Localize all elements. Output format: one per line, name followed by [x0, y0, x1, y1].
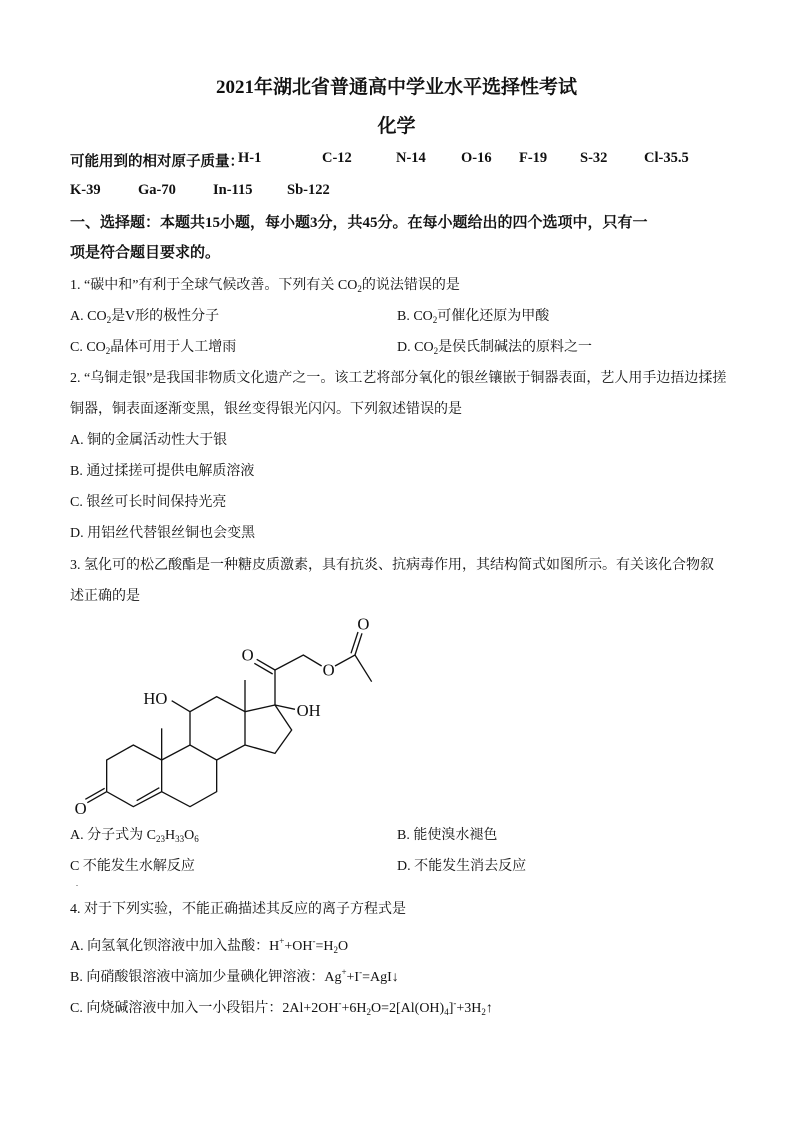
section-heading: 一、选择题：本题共15小题，每小题3分，共45分。在每小题给出的四个选项中，只有一 [70, 215, 648, 231]
text: +3H [456, 1001, 482, 1016]
question-2-stem-cont: 铜器，铜表面逐渐变黑，银丝变得银光闪闪。下列叙述错误的是 [70, 402, 462, 417]
text: +OH [284, 939, 313, 954]
mass-item: N-14 [396, 150, 426, 166]
subscript: 2 [432, 315, 438, 325]
structural-formula [70, 610, 390, 820]
mass-item: H-1 [238, 150, 262, 166]
text: =H [315, 939, 334, 954]
atom-label-o: O [241, 645, 254, 665]
question-3-stem-cont: 述正确的是 [70, 589, 140, 604]
subscript: 2 [106, 315, 112, 325]
stray-dot: . [76, 879, 78, 888]
q2-option-a: A. 铜的金属活动性大于银 [70, 433, 228, 448]
atom-label-ho: HO [143, 689, 168, 708]
atomic-masses-label: 可能用到的相对原子质量： [70, 154, 244, 170]
text: C. CO [70, 340, 106, 355]
q3-option-a [70, 827, 199, 848]
text: O [337, 939, 349, 954]
subscript: 2 [333, 945, 338, 955]
q3-option-b: B. 能使溴水褪色 [397, 828, 498, 843]
text: 1. “碳中和”有利于全球气候改善。下列有关 CO [70, 278, 358, 293]
mass-item: O-16 [461, 150, 492, 166]
subscript: 4 [444, 1007, 449, 1017]
superscript: - [338, 998, 342, 1008]
subscript: 6 [194, 834, 199, 844]
q4-option-a [70, 932, 348, 959]
text: A. 分子式为 C [70, 828, 156, 843]
text: +I [346, 970, 360, 985]
text: 可催化还原为甲酸 [437, 309, 550, 324]
text: A. 向氢氧化钡溶液中加入盐酸：H [70, 939, 280, 954]
superscript: + [341, 967, 347, 977]
text: 的说法错误的是 [361, 278, 460, 293]
text: C. 向烧碱溶液中加入一小段铝片：2Al+2OH [70, 1001, 339, 1016]
subscript: 33 [175, 834, 185, 844]
q4-option-c [70, 994, 493, 1021]
superscript: - [453, 998, 457, 1008]
subscript: 2 [433, 346, 439, 356]
subscript: 2 [366, 1007, 371, 1017]
atom-label-oh: OH [296, 701, 321, 720]
atom-label-o: O [322, 660, 335, 680]
mass-item: F-19 [519, 150, 548, 166]
text: ] [448, 1001, 454, 1016]
mass-item: C-12 [322, 150, 352, 166]
mass-item: S-32 [580, 150, 608, 166]
q2-option-b: B. 通过揉搓可提供电解质溶液 [70, 464, 255, 479]
q4-option-b [70, 963, 399, 987]
mass-item: In-115 [213, 182, 253, 198]
question-2-stem: 2. “乌铜走银”是我国非物质文化遗产之一。该工艺将部分氧化的银丝镶嵌于铜器表面，艺人用手边捂边揉搓 [70, 371, 727, 386]
superscript: - [312, 936, 316, 946]
text: 晶体可用于人工增雨 [110, 340, 237, 355]
q2-option-d: D. 用铝丝代替银丝铜也会变黑 [70, 526, 256, 541]
atom-label-o: O [357, 614, 370, 634]
text: 是V形的极性分子 [111, 309, 220, 324]
question-4-stem: 4. 对于下列实验，不能正确描述其反应的离子方程式是 [70, 902, 406, 917]
exam-title: 2021年湖北省普通高中学业水平选择性考试 [215, 77, 577, 98]
mass-item: Cl-35.5 [644, 150, 689, 166]
text: O [184, 828, 195, 843]
q3-option-d: D. 不能发生消去反应 [397, 859, 527, 874]
q3-option-c: C 不能发生水解反应 [70, 859, 195, 874]
subscript: 2 [357, 284, 362, 294]
text: 是侯氏制碱法的原料之一 [438, 340, 593, 355]
bonds [85, 632, 371, 807]
subscript: 2 [481, 1007, 486, 1017]
atom-label-o: O [74, 799, 87, 818]
text: +6H [341, 1001, 367, 1016]
mass-item: K-39 [70, 182, 101, 198]
text: D. CO [397, 340, 434, 355]
subscript: 23 [155, 834, 165, 844]
q1-option-c [70, 339, 236, 360]
question-3-stem: 3. 氢化可的松乙酸酯是一种糖皮质激素，具有抗炎、抗病毒作用，其结构简式如图所示。有关该化合物叙 [70, 558, 714, 573]
q1-option-b [397, 308, 549, 329]
mass-item: Ga-70 [138, 182, 176, 198]
text: B. 向硝酸银溶液中滴加少量碘化钾溶液：Ag [70, 970, 342, 985]
text: O=2[Al(OH) [370, 1001, 445, 1016]
subscript: 2 [105, 346, 111, 356]
subject-title: 化学 [377, 116, 416, 137]
q2-option-c: C. 银丝可长时间保持光亮 [70, 495, 227, 510]
question-1-stem [70, 277, 460, 298]
section-heading-cont: 项是符合题目要求的。 [70, 245, 221, 261]
mass-item: Sb-122 [287, 182, 330, 198]
text: B. CO [397, 309, 433, 324]
superscript: - [359, 967, 363, 977]
superscript: + [279, 936, 285, 946]
q1-option-a [70, 308, 219, 329]
text: H [164, 828, 176, 843]
text: =AgI↓ [362, 970, 399, 985]
q1-option-d [397, 339, 592, 360]
text: A. CO [70, 309, 107, 324]
text: ↑ [485, 1001, 493, 1016]
